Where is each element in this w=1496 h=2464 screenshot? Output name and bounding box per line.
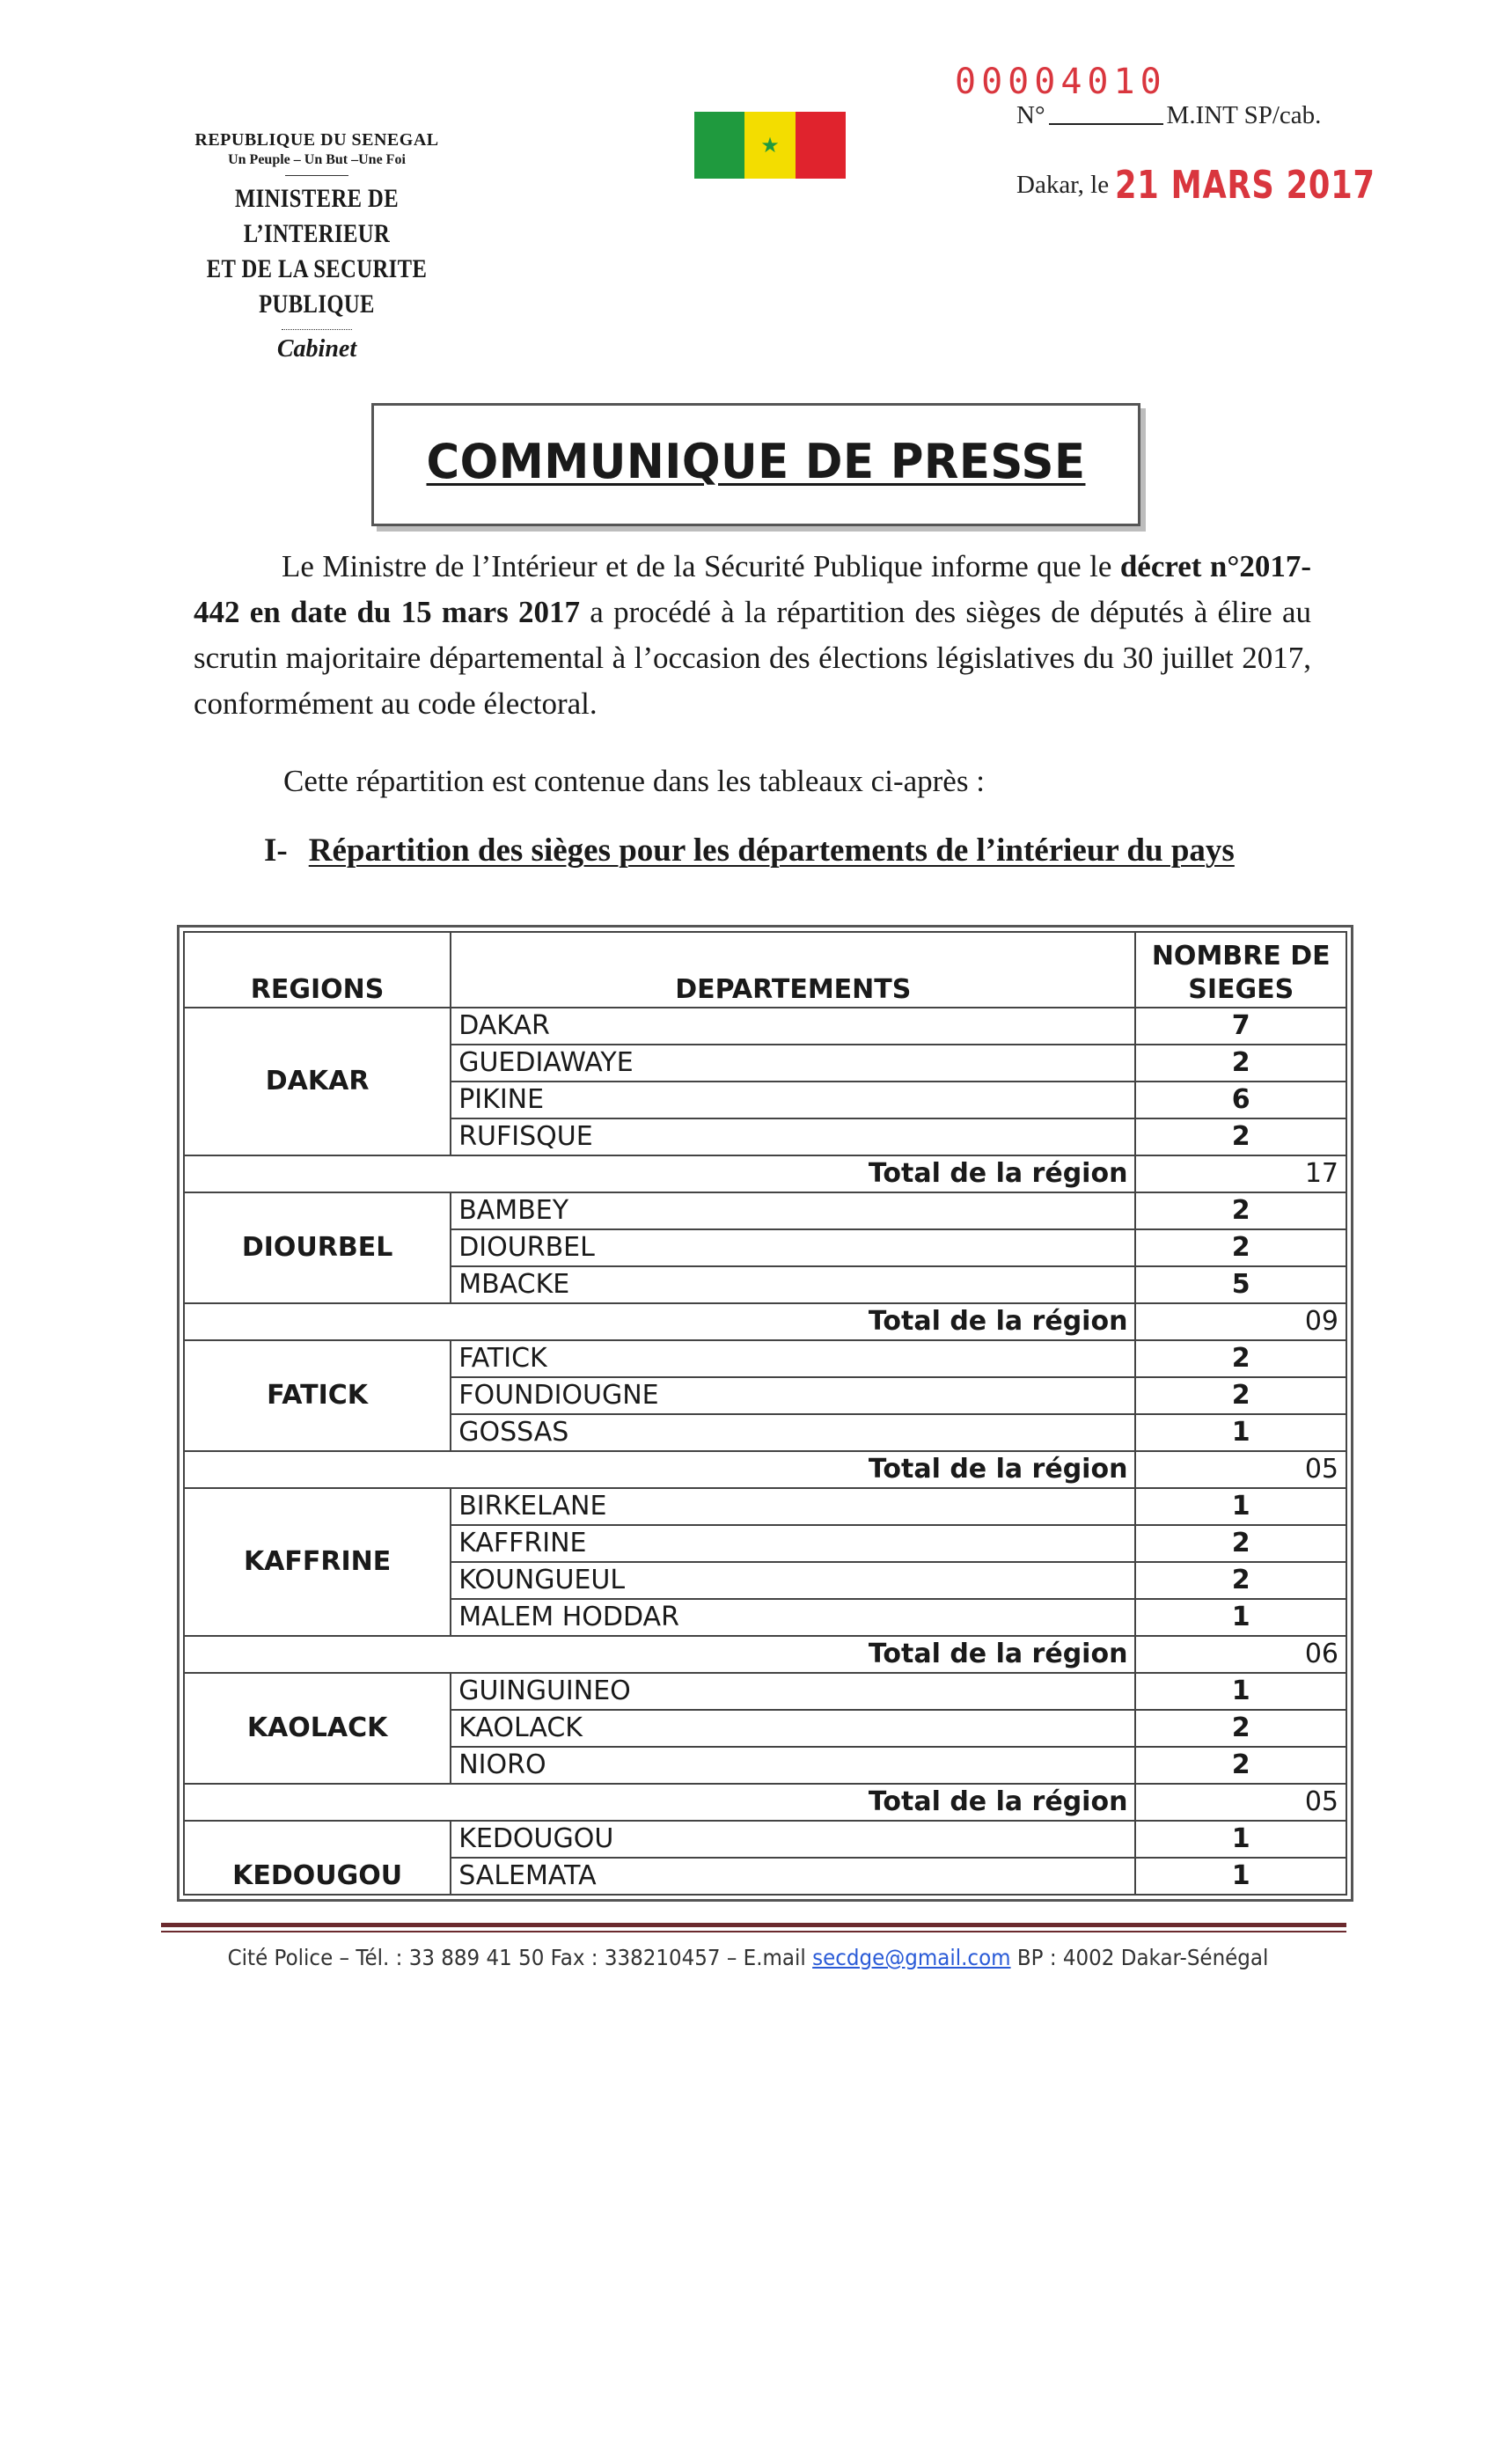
seat-count: 2 — [1135, 1229, 1346, 1266]
footer-rule-thin — [161, 1931, 1346, 1932]
region-total-row — [184, 1636, 1346, 1673]
footer-text-a: Cité Police – Tél. : 33 889 41 50 Fax : 338210457 – E.mail — [227, 1945, 813, 1970]
department-name: MBACKE — [451, 1266, 1135, 1303]
department-name: GUINGUINEO — [451, 1673, 1135, 1710]
table-row — [184, 1488, 1346, 1525]
flag-green-band — [694, 112, 744, 179]
department-name: BAMBEY — [451, 1192, 1135, 1229]
section-label: Répartition des sièges pour les départements de l’intérieur du pays — [308, 832, 1235, 869]
region-total-value: 05 — [1135, 1784, 1346, 1821]
region-total-value: 05 — [1135, 1451, 1346, 1488]
title-box — [371, 403, 1140, 526]
flag-star-icon: ★ — [760, 134, 780, 158]
region-total-label: Total de la région — [184, 1155, 1135, 1192]
department-name: GUEDIAWAYE — [451, 1045, 1135, 1082]
region-name: KAOLACK — [184, 1673, 451, 1784]
section-heading — [264, 832, 1235, 869]
seat-count: 2 — [1135, 1562, 1346, 1599]
seat-count: 2 — [1135, 1192, 1346, 1229]
section-number: I- — [264, 832, 288, 869]
region-total-row — [184, 1303, 1346, 1340]
page-title: COMMUNIQUE DE PRESSE — [426, 434, 1086, 489]
footer-rule — [161, 1923, 1346, 1927]
department-name: PIKINE — [451, 1082, 1135, 1118]
department-name: SALEMATA — [451, 1858, 1135, 1895]
footer-email-link[interactable]: secdge@gmail.com — [812, 1945, 1011, 1970]
decree-reference: décret n°2017-442 en date du 15 mars 2017 — [194, 549, 1311, 629]
intro-text-c: a procédé à la répartition des sièges de députés à élire au scrutin majoritaire départemental à l’occasion des élections législatives du 30 juillet 2017, conformément au code électoral. — [194, 595, 1311, 721]
header-divider-dotted — [282, 329, 352, 330]
department-name: BIRKELANE — [451, 1488, 1135, 1525]
seat-count: 6 — [1135, 1082, 1346, 1118]
region-total-label: Total de la région — [184, 1451, 1135, 1488]
region-total-row — [184, 1451, 1346, 1488]
seat-count: 1 — [1135, 1858, 1346, 1895]
table-header-row — [184, 932, 1346, 1008]
footer-contact — [60, 1945, 1436, 1970]
region-total-row — [184, 1784, 1346, 1821]
seat-count: 2 — [1135, 1747, 1346, 1784]
seat-count: 2 — [1135, 1340, 1346, 1377]
header-divider — [285, 175, 348, 176]
region-name: KEDOUGOU — [184, 1821, 451, 1895]
seat-distribution-table — [183, 931, 1347, 1896]
region-total-row — [184, 1155, 1346, 1192]
seat-count: 5 — [1135, 1266, 1346, 1303]
reference-suffix: M.INT SP/cab. — [1166, 101, 1322, 129]
department-name: KAFFRINE — [451, 1525, 1135, 1562]
header-regions: REGIONS — [184, 932, 451, 1008]
reference-line — [1016, 101, 1321, 130]
department-name: KEDOUGOU — [451, 1821, 1135, 1858]
intro-paragraph — [194, 544, 1311, 727]
ministry-name-line1: MINISTERE DE L’INTERIEUR — [234, 184, 400, 248]
department-name: DIOURBEL — [451, 1229, 1135, 1266]
table-row — [184, 1008, 1346, 1045]
region-name: KAFFRINE — [184, 1488, 451, 1636]
table-intro-paragraph: Cette répartition est contenue dans les tableaux ci-après : — [283, 764, 985, 798]
date-stamp: 21 MARS 2017 — [1115, 163, 1376, 208]
senegal-flag-icon — [694, 112, 846, 179]
seat-count: 2 — [1135, 1525, 1346, 1562]
reference-prefix: N° — [1016, 101, 1045, 129]
office-name: Cabinet — [276, 335, 357, 363]
department-name: DAKAR — [451, 1008, 1135, 1045]
seat-count: 2 — [1135, 1118, 1346, 1155]
reference-number-stamp: 00004010 — [955, 62, 1167, 102]
seat-count: 1 — [1135, 1599, 1346, 1636]
seat-count: 1 — [1135, 1673, 1346, 1710]
seat-count: 2 — [1135, 1710, 1346, 1747]
seat-count: 2 — [1135, 1045, 1346, 1082]
region-name: DAKAR — [184, 1008, 451, 1155]
department-name: GOSSAS — [451, 1414, 1135, 1451]
seat-count: 1 — [1135, 1488, 1346, 1525]
footer-text-b: BP : 4002 Dakar-Sénégal — [1010, 1945, 1269, 1970]
date-line — [1016, 163, 1441, 208]
region-total-value: 17 — [1135, 1155, 1346, 1192]
seat-count: 1 — [1135, 1414, 1346, 1451]
table-row — [184, 1340, 1346, 1377]
department-name: FATICK — [451, 1340, 1135, 1377]
department-name: NIORO — [451, 1747, 1135, 1784]
region-total-label: Total de la région — [184, 1784, 1135, 1821]
region-total-label: Total de la région — [184, 1303, 1135, 1340]
seat-count: 2 — [1135, 1377, 1346, 1414]
department-name: MALEM HODDAR — [451, 1599, 1135, 1636]
region-total-value: 06 — [1135, 1636, 1346, 1673]
region-name: DIOURBEL — [184, 1192, 451, 1303]
table-row — [184, 1192, 1346, 1229]
header-sieges — [1135, 932, 1346, 1008]
flag-red-band — [796, 112, 846, 179]
department-name: KAOLACK — [451, 1710, 1135, 1747]
date-prefix: Dakar, le — [1016, 171, 1110, 199]
department-name: KOUNGUEUL — [451, 1562, 1135, 1599]
flag-yellow-band — [744, 112, 795, 179]
region-total-label: Total de la région — [184, 1636, 1135, 1673]
republic-name: REPUBLIQUE DU SENEGAL — [194, 130, 439, 150]
intro-text-a: Le Ministre de l’Intérieur et de la Sécurité Publique informe que le — [282, 549, 1120, 583]
ministry-header — [150, 130, 484, 363]
header-sieges-line2: SIEGES — [1188, 974, 1294, 1005]
national-motto: Un Peuple – Un But –Une Foi — [228, 152, 406, 167]
table-row — [184, 1821, 1346, 1858]
header-sieges-line1: NOMBRE DE — [1151, 941, 1331, 972]
ministry-name-line2: ET DE LA SECURITE PUBLIQUE — [206, 254, 428, 319]
table-row — [184, 1673, 1346, 1710]
department-name: FOUNDIOUGNE — [451, 1377, 1135, 1414]
department-name: RUFISQUE — [451, 1118, 1135, 1155]
region-total-value: 09 — [1135, 1303, 1346, 1340]
seat-count: 1 — [1135, 1821, 1346, 1858]
header-departements: DEPARTEMENTS — [451, 932, 1135, 1008]
seat-count: 7 — [1135, 1008, 1346, 1045]
reference-blank — [1049, 106, 1163, 125]
region-name: FATICK — [184, 1340, 451, 1451]
